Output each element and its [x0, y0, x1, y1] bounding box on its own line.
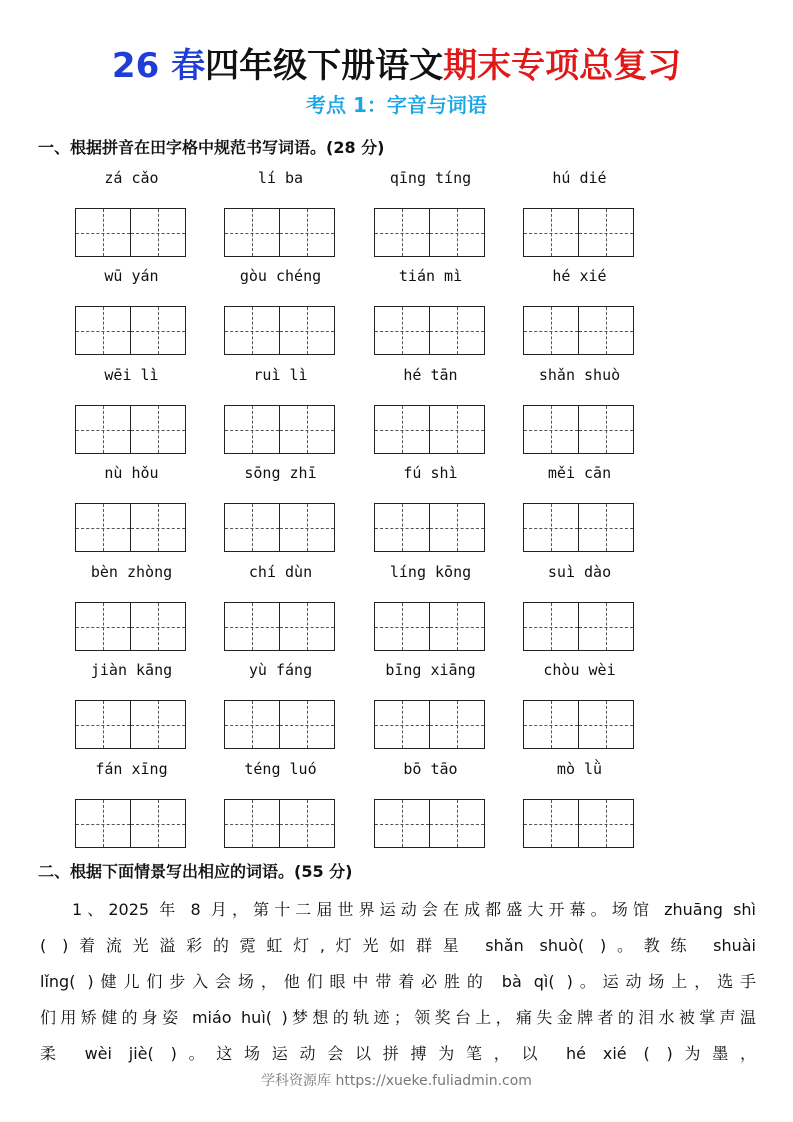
- tianzige-pair: [374, 208, 487, 257]
- grid-guide-vertical: [252, 800, 253, 847]
- grid-guide-vertical: [457, 406, 458, 453]
- passage-line: 1、2025 年 8 月，第十二届世界运动会在成都盛大开幕。场馆 zhuāng shì: [72, 900, 756, 919]
- tianzige-box[interactable]: [280, 503, 335, 552]
- grid-guide-vertical: [158, 701, 159, 748]
- grid-guide-vertical: [457, 307, 458, 354]
- tianzige-box[interactable]: [224, 306, 280, 355]
- tianzige-pair: [523, 208, 636, 257]
- tianzige-box[interactable]: [430, 503, 485, 552]
- tianzige-box[interactable]: [579, 799, 634, 848]
- grid-guide-vertical: [307, 800, 308, 847]
- tianzige-pair: [224, 208, 337, 257]
- title-part-grade: 四年级下册语文: [205, 46, 444, 86]
- grid-guide-vertical: [103, 701, 104, 748]
- pinyin-label: zá cǎo: [104, 169, 159, 187]
- grid-guide-vertical: [307, 603, 308, 650]
- tianzige-box[interactable]: [430, 700, 485, 749]
- tianzige-box[interactable]: [280, 700, 335, 749]
- pinyin-label: líng kōng: [389, 563, 472, 581]
- grid-guide-vertical: [103, 800, 104, 847]
- tianzige-box[interactable]: [224, 602, 280, 651]
- grid-guide-vertical: [457, 209, 458, 256]
- tianzige-box[interactable]: [374, 208, 430, 257]
- pinyin-label: hú dié: [552, 169, 607, 187]
- grid-guide-vertical: [252, 406, 253, 453]
- grid-guide-vertical: [158, 800, 159, 847]
- grid-guide-vertical: [551, 209, 552, 256]
- grid-guide-vertical: [158, 406, 159, 453]
- tianzige-pair: [224, 306, 337, 355]
- grid-guide-vertical: [158, 504, 159, 551]
- tianzige-box[interactable]: [523, 799, 579, 848]
- grid-guide-vertical: [158, 209, 159, 256]
- tianzige-box[interactable]: [374, 602, 430, 651]
- section-2-passage: [40, 892, 756, 1072]
- pinyin-label: téng luó: [244, 760, 317, 778]
- pinyin-label: wū yán: [104, 267, 159, 285]
- title-part-year: 26 春: [111, 46, 206, 86]
- tianzige-pair: [224, 405, 337, 454]
- tianzige-box[interactable]: [523, 602, 579, 651]
- grid-guide-vertical: [103, 406, 104, 453]
- tianzige-box[interactable]: [224, 208, 280, 257]
- grid-guide-vertical: [551, 307, 552, 354]
- tianzige-pair: [523, 306, 636, 355]
- tianzige-box[interactable]: [75, 208, 131, 257]
- tianzige-box[interactable]: [430, 602, 485, 651]
- tianzige-pair: [523, 503, 636, 552]
- grid-guide-vertical: [252, 307, 253, 354]
- pinyin-label: fán xīng: [95, 760, 168, 778]
- pinyin-label: bō tāo: [403, 760, 458, 778]
- tianzige-box[interactable]: [280, 799, 335, 848]
- grid-guide-vertical: [457, 603, 458, 650]
- grid-guide-vertical: [551, 701, 552, 748]
- tianzige-pair: [523, 700, 636, 749]
- grid-guide-vertical: [551, 603, 552, 650]
- footer-watermark: 学科资源库 https://xueke.fuliadmin.com: [261, 1073, 532, 1089]
- pinyin-label: lí ba: [257, 169, 304, 187]
- tianzige-pair: [374, 700, 487, 749]
- grid-guide-vertical: [252, 603, 253, 650]
- grid-guide-vertical: [252, 209, 253, 256]
- pinyin-label: nù hǒu: [104, 464, 159, 482]
- tianzige-box[interactable]: [224, 700, 280, 749]
- grid-guide-vertical: [307, 504, 308, 551]
- grid-guide-vertical: [402, 209, 403, 256]
- grid-guide-vertical: [252, 504, 253, 551]
- tianzige-box[interactable]: [523, 306, 579, 355]
- pinyin-label: bīng xiāng: [385, 661, 476, 679]
- grid-guide-vertical: [606, 307, 607, 354]
- pinyin-label: chí dùn: [248, 563, 313, 581]
- grid-guide-vertical: [103, 307, 104, 354]
- page-subtitle: 考点 1：字音与词语: [306, 93, 487, 117]
- grid-guide-vertical: [457, 504, 458, 551]
- grid-guide-vertical: [551, 504, 552, 551]
- tianzige-pair: [75, 700, 188, 749]
- grid-guide-vertical: [551, 406, 552, 453]
- pinyin-label: měi cān: [547, 464, 612, 482]
- grid-guide-vertical: [606, 504, 607, 551]
- grid-guide-vertical: [307, 307, 308, 354]
- tianzige-box[interactable]: [224, 405, 280, 454]
- page-title: [0, 44, 793, 88]
- tianzige-box[interactable]: [579, 306, 634, 355]
- pinyin-label: fú shì: [403, 464, 458, 482]
- title-part-review: 期末专项总复习: [443, 46, 682, 86]
- tianzige-box[interactable]: [131, 799, 186, 848]
- pinyin-label: ruì lì: [253, 366, 308, 384]
- tianzige-box[interactable]: [224, 799, 280, 848]
- grid-guide-vertical: [402, 406, 403, 453]
- tianzige-pair: [374, 503, 487, 552]
- tianzige-pair: [374, 602, 487, 651]
- tianzige-box[interactable]: [523, 700, 579, 749]
- tianzige-pair: [224, 799, 337, 848]
- tianzige-pair: [224, 602, 337, 651]
- tianzige-pair: [523, 602, 636, 651]
- pinyin-label: tián mì: [398, 267, 463, 285]
- grid-guide-vertical: [103, 504, 104, 551]
- tianzige-box[interactable]: [75, 602, 131, 651]
- pinyin-label: gòu chéng: [239, 267, 322, 285]
- tianzige-pair: [374, 799, 487, 848]
- grid-guide-vertical: [158, 603, 159, 650]
- tianzige-box[interactable]: [224, 503, 280, 552]
- tianzige-box[interactable]: [280, 405, 335, 454]
- grid-guide-vertical: [402, 800, 403, 847]
- tianzige-box[interactable]: [374, 799, 430, 848]
- tianzige-box[interactable]: [430, 799, 485, 848]
- tianzige-box[interactable]: [374, 306, 430, 355]
- section-1-title: 一、根据拼音在田字格中规范书写词语。(28 分): [38, 138, 385, 157]
- tianzige-box[interactable]: [131, 602, 186, 651]
- grid-guide-vertical: [606, 800, 607, 847]
- pinyin-label: suì dào: [547, 563, 612, 581]
- pinyin-label: qīng tíng: [389, 169, 472, 187]
- tianzige-pair: [75, 503, 188, 552]
- grid-guide-vertical: [402, 701, 403, 748]
- section-2-title: 二、根据下面情景写出相应的词语。(55 分): [38, 862, 353, 881]
- pinyin-label: wēi lì: [104, 366, 159, 384]
- tianzige-box[interactable]: [280, 602, 335, 651]
- passage-line: 们用矫健的身姿 miáo huì( )梦想的轨迹；领奖台上，痛失金牌者的泪水被掌声温: [40, 1008, 756, 1027]
- tianzige-box[interactable]: [523, 503, 579, 552]
- pinyin-label: yù fáng: [248, 661, 313, 679]
- tianzige-box[interactable]: [523, 405, 579, 454]
- grid-guide-vertical: [402, 307, 403, 354]
- grid-guide-vertical: [606, 701, 607, 748]
- passage-line: ( )着流光溢彩的霓虹灯,灯光如群星 shǎn shuò( )。教练 shuài: [40, 936, 756, 955]
- tianzige-box[interactable]: [131, 208, 186, 257]
- tianzige-box[interactable]: [579, 700, 634, 749]
- grid-guide-vertical: [307, 209, 308, 256]
- tianzige-box[interactable]: [75, 503, 131, 552]
- tianzige-pair: [374, 405, 487, 454]
- tianzige-box[interactable]: [579, 405, 634, 454]
- tianzige-pair: [224, 503, 337, 552]
- pinyin-label: chòu wèi: [543, 661, 616, 679]
- tianzige-box[interactable]: [430, 306, 485, 355]
- tianzige-pair: [523, 799, 636, 848]
- grid-guide-vertical: [103, 603, 104, 650]
- pinyin-label: hé xié: [552, 267, 607, 285]
- tianzige-pair: [523, 405, 636, 454]
- tianzige-pair: [224, 700, 337, 749]
- grid-guide-vertical: [402, 603, 403, 650]
- pinyin-label: shǎn shuò: [538, 366, 621, 384]
- pinyin-label: jiàn kāng: [90, 661, 173, 679]
- pinyin-label: sōng zhī: [244, 464, 317, 482]
- grid-guide-vertical: [402, 504, 403, 551]
- tianzige-pair: [75, 306, 188, 355]
- tianzige-box[interactable]: [579, 503, 634, 552]
- passage-line: lǐng( )健儿们步入会场，他们眼中带着必胜的 bà qì( )。运动场上，选手: [40, 972, 756, 991]
- tianzige-box[interactable]: [131, 405, 186, 454]
- tianzige-box[interactable]: [430, 405, 485, 454]
- grid-guide-vertical: [252, 701, 253, 748]
- tianzige-box[interactable]: [280, 306, 335, 355]
- grid-guide-vertical: [457, 701, 458, 748]
- tianzige-box[interactable]: [579, 602, 634, 651]
- tianzige-box[interactable]: [523, 208, 579, 257]
- grid-guide-vertical: [158, 307, 159, 354]
- grid-guide-vertical: [457, 800, 458, 847]
- tianzige-box[interactable]: [131, 503, 186, 552]
- grid-guide-vertical: [551, 800, 552, 847]
- pinyin-label: bèn zhòng: [90, 563, 173, 581]
- tianzige-pair: [75, 208, 188, 257]
- grid-guide-vertical: [103, 209, 104, 256]
- tianzige-box[interactable]: [75, 405, 131, 454]
- tianzige-pair: [75, 405, 188, 454]
- tianzige-box[interactable]: [75, 700, 131, 749]
- tianzige-box[interactable]: [75, 306, 131, 355]
- passage-line: 柔 wèi jiè( )。这场运动会以拼搏为笔，以 hé xié ( )为墨，: [40, 1044, 756, 1063]
- tianzige-pair: [374, 306, 487, 355]
- pinyin-label: hé tān: [403, 366, 458, 384]
- grid-guide-vertical: [606, 406, 607, 453]
- grid-guide-vertical: [307, 701, 308, 748]
- tianzige-box[interactable]: [579, 208, 634, 257]
- tianzige-box[interactable]: [374, 405, 430, 454]
- tianzige-box[interactable]: [430, 208, 485, 257]
- tianzige-pair: [75, 602, 188, 651]
- tianzige-box[interactable]: [75, 799, 131, 848]
- grid-guide-vertical: [307, 406, 308, 453]
- tianzige-pair: [75, 799, 188, 848]
- grid-guide-vertical: [606, 603, 607, 650]
- grid-guide-vertical: [606, 209, 607, 256]
- tianzige-box[interactable]: [280, 208, 335, 257]
- tianzige-box[interactable]: [131, 700, 186, 749]
- tianzige-box[interactable]: [374, 503, 430, 552]
- tianzige-box[interactable]: [374, 700, 430, 749]
- pinyin-label: mò lǜ: [556, 760, 603, 778]
- tianzige-box[interactable]: [131, 306, 186, 355]
